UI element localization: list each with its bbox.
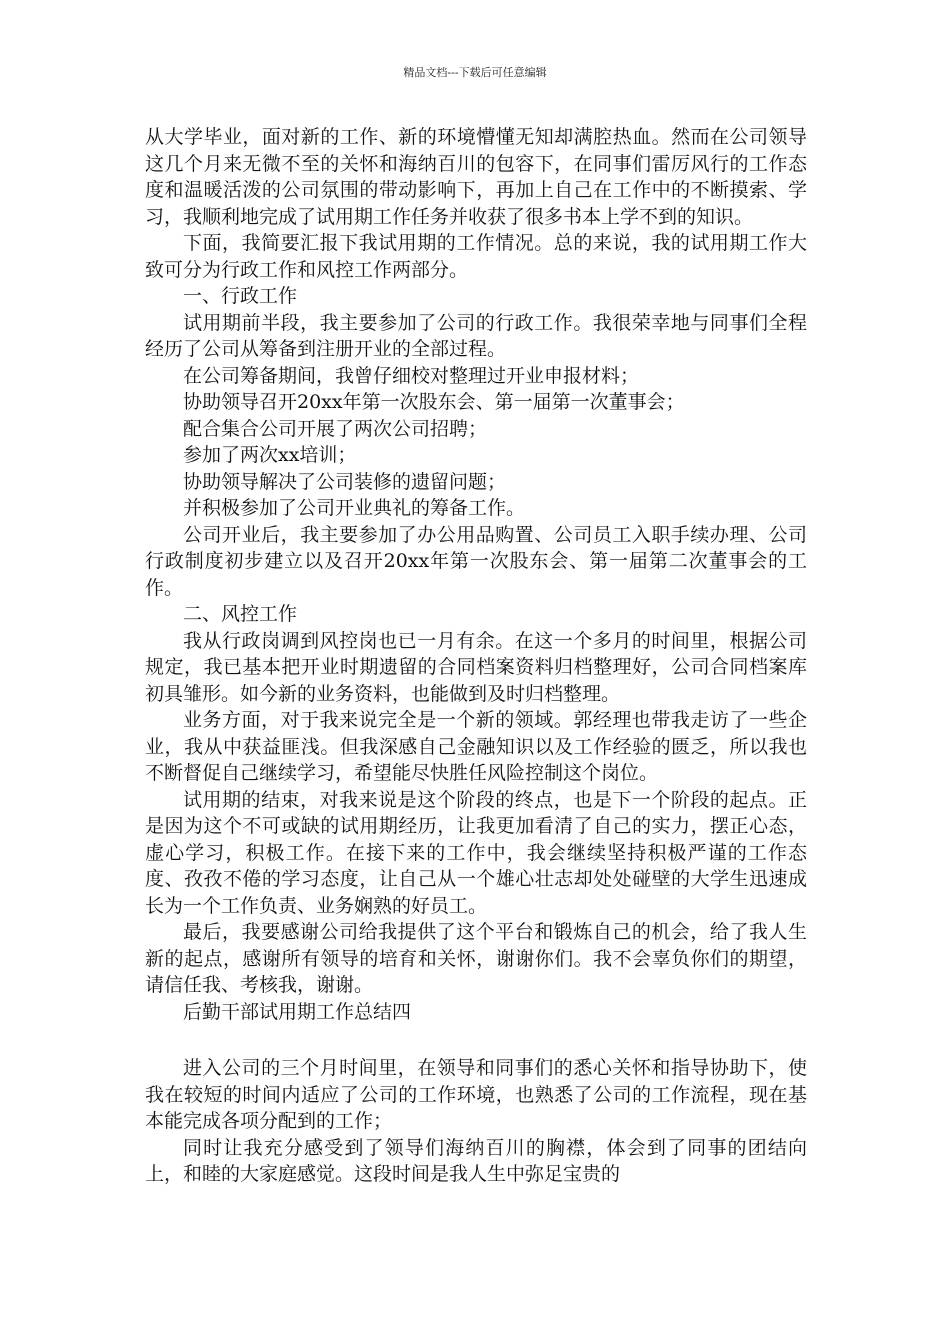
paragraph: 试用期的结束，对我来说是这个阶段的终点，也是下一个阶段的起点。正是因为这个不可或缺的试用期经历，让我更加看清了自己的实力，摆正心态，虚心学习，积极工作。在接下来的工作中，我会继续坚持积极严谨的工作态度、孜孜不倦的学习态度，让自己从一个雄心壮志却处处碰壁的大学生迅速成长为一个工作负责、业务娴熟的好员工。 bbox=[145, 788, 807, 917]
paragraph: 进入公司的三个月时间里，在领导和同事们的悉心关怀和指导协助下，使我在较短的时间内适应了公司的工作环境，也熟悉了公司的工作流程，现在基本能完成各项分配到的工作； bbox=[145, 1057, 807, 1132]
paragraph: 业务方面，对于我来说完全是一个新的领域。郭经理也带我走访了一些企业，我从中获益匪浅。但我深感自己金融知识以及工作经验的匮乏，所以我也不断督促自己继续学习，希望能尽快胜任风险控制这个岗位。 bbox=[145, 709, 807, 784]
paragraph: 试用期前半段，我主要参加了公司的行政工作。我很荣幸地与同事们全程经历了公司从筹备到注册开业的全部过程。 bbox=[145, 311, 807, 360]
paragraph: 我从行政岗调到风控岗也已一月有余。在这一个多月的时间里，根据公司规定，我已基本把开业时期遗留的合同档案资料归档整理好，公司合同档案库初具雏形。如今新的业务资料，也能做到及时归档整理。 bbox=[145, 629, 807, 705]
blank-line bbox=[145, 1025, 807, 1055]
page-header: 精品文档---下载后可任意编辑 bbox=[403, 66, 547, 79]
section-heading: 二、风控工作 bbox=[183, 603, 298, 625]
paragraph: 从大学毕业，面对新的工作、新的环境懵懂无知却满腔热血。然而在公司领导这几个月来无微不至的关怀和海纳百川的包容下，在同事们雷厉风行的工作态度和温暖活泼的公司氛围的带动影响下，再加上自己在工作中的不断摸索、学习，我顺利地完成了试用期工作任务并收获了很多书本上学不到的知识。 bbox=[145, 126, 807, 228]
list-item: 协助领导解决了公司装修的遗留问题； bbox=[183, 470, 507, 493]
paragraph: 最后，我要感谢公司给我提供了这个平台和锻炼自己的机会，给了我人生新的起点，感谢所有领导的培育和关怀，谢谢你们。我不会辜负你们的期望，请信任我、考核我，谢谢。 bbox=[145, 921, 807, 996]
document-subtitle: 后勤干部试用期工作总结四 bbox=[183, 1000, 412, 1023]
list-item: 参加了两次xx培训； bbox=[183, 444, 357, 466]
paragraph: 下面，我简要汇报下我试用期的工作情况。总的来说，我的试用期工作大致可分为行政工作和风控工作两部分。 bbox=[145, 232, 807, 281]
list-item: 并积极参加了公司开业典礼的筹备工作。 bbox=[183, 497, 526, 519]
document-body bbox=[145, 124, 807, 1188]
list-item: 配合集合公司开展了两次公司招聘； bbox=[183, 417, 488, 440]
paragraph: 同时让我充分感受到了领导们海纳百川的胸襟，体会到了同事的团结向上，和睦的大家庭感觉。这段时间是我人生中弥足宝贵的 bbox=[145, 1136, 807, 1185]
list-item: 在公司筹备期间，我曾仔细校对整理过开业申报材料； bbox=[183, 364, 640, 387]
section-heading: 一、行政工作 bbox=[183, 285, 298, 307]
paragraph: 公司开业后，我主要参加了办公用品购置、公司员工入职手续办理、公司行政制度初步建立以及召开20xx年第一次股东会、第一届第二次董事会的工作。 bbox=[145, 523, 807, 599]
list-item: 协助领导召开20xx年第一次股东会、第一届第一次董事会； bbox=[183, 391, 685, 413]
